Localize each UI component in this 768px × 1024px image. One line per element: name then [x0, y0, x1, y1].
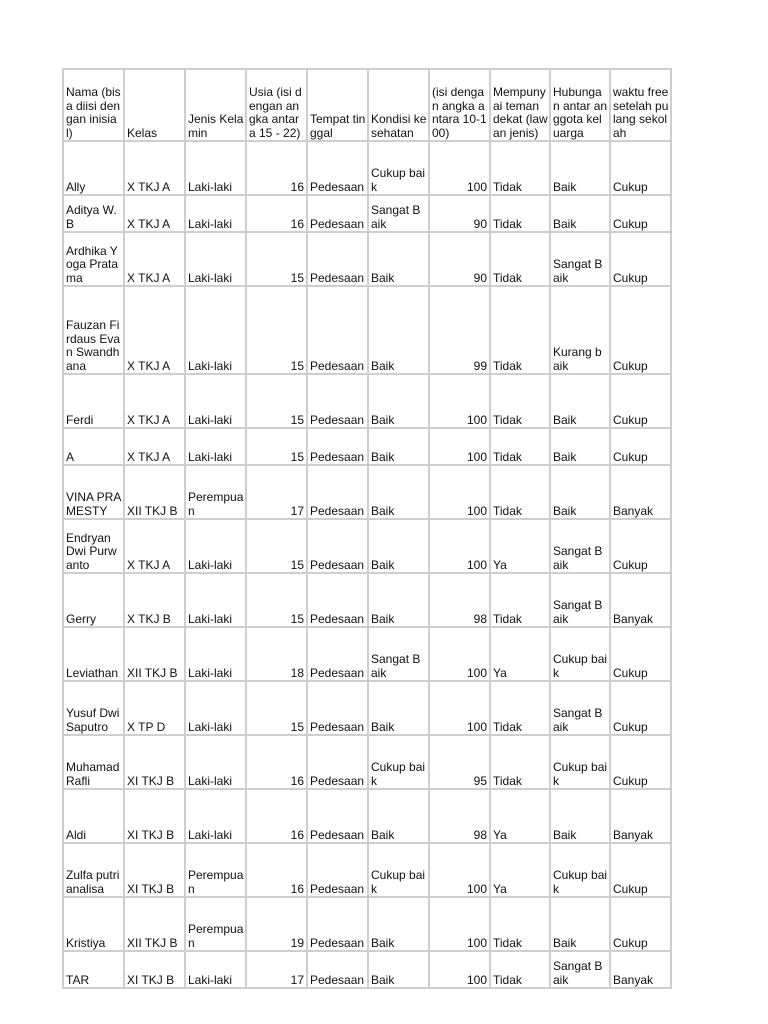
- cell-angka: 100: [429, 141, 490, 195]
- cell-usia: 15: [246, 428, 307, 465]
- cell-kondisi-kesehatan: Baik: [368, 897, 429, 951]
- table-row: [63, 232, 671, 286]
- cell-teman-dekat: Tidak: [490, 141, 550, 195]
- cell-jenis-kelamin: Perempuan: [185, 843, 246, 897]
- table-row: [63, 789, 671, 843]
- cell-teman-dekat: Tidak: [490, 573, 550, 627]
- cell-hubungan-keluarga: Cukup baik: [550, 627, 610, 681]
- cell-hubungan-keluarga: Kurang baik: [550, 286, 610, 374]
- cell-usia: 15: [246, 681, 307, 735]
- cell-hubungan-keluarga: Sangat Baik: [550, 573, 610, 627]
- cell-usia: 15: [246, 573, 307, 627]
- cell-nama: Muhamad Rafli: [63, 735, 124, 789]
- cell-usia: 16: [246, 843, 307, 897]
- cell-tempat-tinggal: Pedesaan: [307, 681, 368, 735]
- cell-kelas: X TKJ A: [124, 286, 185, 374]
- cell-teman-dekat: Tidak: [490, 465, 550, 519]
- cell-teman-dekat: Tidak: [490, 897, 550, 951]
- cell-kelas: XII TKJ B: [124, 627, 185, 681]
- cell-teman-dekat: Tidak: [490, 735, 550, 789]
- cell-waktu-free: Cukup: [610, 232, 671, 286]
- cell-kondisi-kesehatan: Baik: [368, 465, 429, 519]
- cell-usia: 16: [246, 195, 307, 232]
- cell-angka: 100: [429, 428, 490, 465]
- cell-kelas: X TP D: [124, 681, 185, 735]
- cell-nama: Leviathan: [63, 627, 124, 681]
- cell-angka: 100: [429, 951, 490, 988]
- cell-kondisi-kesehatan: Sangat Baik: [368, 627, 429, 681]
- cell-hubungan-keluarga: Baik: [550, 374, 610, 428]
- cell-hubungan-keluarga: Baik: [550, 789, 610, 843]
- cell-kondisi-kesehatan: Baik: [368, 428, 429, 465]
- table-row: [63, 735, 671, 789]
- cell-kelas: XI TKJ B: [124, 735, 185, 789]
- cell-kondisi-kesehatan: Baik: [368, 951, 429, 988]
- cell-nama: Ferdi: [63, 374, 124, 428]
- cell-jenis-kelamin: Laki-laki: [185, 286, 246, 374]
- cell-tempat-tinggal: Pedesaan: [307, 519, 368, 573]
- cell-hubungan-keluarga: Baik: [550, 141, 610, 195]
- cell-kondisi-kesehatan: Baik: [368, 681, 429, 735]
- cell-usia: 16: [246, 141, 307, 195]
- cell-kelas: XII TKJ B: [124, 465, 185, 519]
- cell-nama: Ardhika Yoga Pratama: [63, 232, 124, 286]
- table-row: [63, 195, 671, 232]
- cell-hubungan-keluarga: Cukup baik: [550, 843, 610, 897]
- cell-waktu-free: Cukup: [610, 735, 671, 789]
- header-cell-waktu-free: waktu free setelah pulang sekolah: [610, 69, 671, 141]
- cell-jenis-kelamin: Laki-laki: [185, 519, 246, 573]
- cell-waktu-free: Cukup: [610, 681, 671, 735]
- header-cell-jenis-kelamin: Jenis Kelamin: [185, 69, 246, 141]
- header-cell-teman-dekat: Mempunyai teman dekat (lawan jenis): [490, 69, 550, 141]
- cell-hubungan-keluarga: Baik: [550, 428, 610, 465]
- cell-hubungan-keluarga: Baik: [550, 195, 610, 232]
- cell-jenis-kelamin: Laki-laki: [185, 374, 246, 428]
- cell-nama: Zulfa putri analisa: [63, 843, 124, 897]
- cell-tempat-tinggal: Pedesaan: [307, 897, 368, 951]
- cell-kondisi-kesehatan: Cukup baik: [368, 735, 429, 789]
- cell-kondisi-kesehatan: Sangat Baik: [368, 195, 429, 232]
- cell-teman-dekat: Ya: [490, 843, 550, 897]
- cell-angka: 99: [429, 286, 490, 374]
- cell-jenis-kelamin: Laki-laki: [185, 141, 246, 195]
- cell-tempat-tinggal: Pedesaan: [307, 286, 368, 374]
- cell-kondisi-kesehatan: Cukup baik: [368, 843, 429, 897]
- cell-nama: Aldi: [63, 789, 124, 843]
- cell-nama: Aditya W.B: [63, 195, 124, 232]
- cell-kelas: X TKJ A: [124, 519, 185, 573]
- survey-table: [62, 68, 672, 989]
- cell-tempat-tinggal: Pedesaan: [307, 735, 368, 789]
- table-row: [63, 681, 671, 735]
- cell-kelas: X TKJ B: [124, 573, 185, 627]
- cell-angka: 90: [429, 195, 490, 232]
- header-cell-usia: Usia (isi dengan angka antara 15 - 22): [246, 69, 307, 141]
- cell-angka: 100: [429, 843, 490, 897]
- table-row: [63, 843, 671, 897]
- cell-teman-dekat: Ya: [490, 789, 550, 843]
- cell-tempat-tinggal: Pedesaan: [307, 789, 368, 843]
- cell-kelas: X TKJ A: [124, 141, 185, 195]
- cell-angka: 100: [429, 681, 490, 735]
- cell-kondisi-kesehatan: Cukup baik: [368, 141, 429, 195]
- cell-waktu-free: Cukup: [610, 141, 671, 195]
- cell-waktu-free: Banyak: [610, 951, 671, 988]
- table-row: [63, 374, 671, 428]
- cell-jenis-kelamin: Laki-laki: [185, 195, 246, 232]
- cell-tempat-tinggal: Pedesaan: [307, 843, 368, 897]
- header-cell-tempat-tinggal: Tempat tinggal: [307, 69, 368, 141]
- cell-waktu-free: Banyak: [610, 573, 671, 627]
- cell-jenis-kelamin: Laki-laki: [185, 951, 246, 988]
- cell-usia: 16: [246, 789, 307, 843]
- cell-usia: 15: [246, 286, 307, 374]
- cell-waktu-free: Cukup: [610, 374, 671, 428]
- cell-usia: 18: [246, 627, 307, 681]
- cell-kelas: XI TKJ B: [124, 951, 185, 988]
- cell-kelas: XII TKJ B: [124, 897, 185, 951]
- cell-waktu-free: Cukup: [610, 195, 671, 232]
- cell-jenis-kelamin: Laki-laki: [185, 232, 246, 286]
- cell-waktu-free: Cukup: [610, 897, 671, 951]
- cell-jenis-kelamin: Laki-laki: [185, 681, 246, 735]
- cell-usia: 16: [246, 735, 307, 789]
- cell-waktu-free: Cukup: [610, 627, 671, 681]
- cell-kelas: X TKJ A: [124, 232, 185, 286]
- cell-jenis-kelamin: Laki-laki: [185, 735, 246, 789]
- cell-kondisi-kesehatan: Baik: [368, 573, 429, 627]
- cell-usia: 15: [246, 374, 307, 428]
- cell-waktu-free: Banyak: [610, 465, 671, 519]
- cell-angka: 100: [429, 465, 490, 519]
- cell-usia: 15: [246, 519, 307, 573]
- cell-hubungan-keluarga: Sangat Baik: [550, 951, 610, 988]
- cell-waktu-free: Cukup: [610, 286, 671, 374]
- cell-nama: Gerry: [63, 573, 124, 627]
- cell-nama: Kristiya: [63, 897, 124, 951]
- cell-angka: 100: [429, 627, 490, 681]
- cell-kondisi-kesehatan: Baik: [368, 789, 429, 843]
- cell-nama: TAR: [63, 951, 124, 988]
- cell-tempat-tinggal: Pedesaan: [307, 573, 368, 627]
- cell-tempat-tinggal: Pedesaan: [307, 627, 368, 681]
- cell-tempat-tinggal: Pedesaan: [307, 465, 368, 519]
- cell-hubungan-keluarga: Sangat Baik: [550, 232, 610, 286]
- cell-teman-dekat: Ya: [490, 627, 550, 681]
- cell-nama: A: [63, 428, 124, 465]
- header-cell-hubungan-keluarga: Hubungan antar anggota keluarga: [550, 69, 610, 141]
- cell-teman-dekat: Tidak: [490, 232, 550, 286]
- cell-jenis-kelamin: Perempuan: [185, 465, 246, 519]
- cell-angka: 100: [429, 519, 490, 573]
- cell-hubungan-keluarga: Sangat Baik: [550, 681, 610, 735]
- cell-kelas: XI TKJ B: [124, 843, 185, 897]
- cell-teman-dekat: Tidak: [490, 286, 550, 374]
- cell-tempat-tinggal: Pedesaan: [307, 141, 368, 195]
- cell-waktu-free: Cukup: [610, 428, 671, 465]
- cell-angka: 100: [429, 374, 490, 428]
- cell-angka: 100: [429, 897, 490, 951]
- header-cell-angka: (isi dengan angka antara 10-100): [429, 69, 490, 141]
- cell-teman-dekat: Tidak: [490, 428, 550, 465]
- cell-kelas: XI TKJ B: [124, 789, 185, 843]
- cell-tempat-tinggal: Pedesaan: [307, 374, 368, 428]
- cell-jenis-kelamin: Perempuan: [185, 897, 246, 951]
- cell-hubungan-keluarga: Sangat Baik: [550, 519, 610, 573]
- cell-tempat-tinggal: Pedesaan: [307, 951, 368, 988]
- cell-usia: 19: [246, 897, 307, 951]
- header-row: [63, 69, 671, 141]
- cell-nama: Endryan Dwi Purwanto: [63, 519, 124, 573]
- cell-jenis-kelamin: Laki-laki: [185, 627, 246, 681]
- cell-kondisi-kesehatan: Baik: [368, 519, 429, 573]
- cell-waktu-free: Banyak: [610, 789, 671, 843]
- cell-usia: 17: [246, 951, 307, 988]
- cell-teman-dekat: Tidak: [490, 374, 550, 428]
- cell-hubungan-keluarga: Cukup baik: [550, 735, 610, 789]
- cell-teman-dekat: Tidak: [490, 681, 550, 735]
- cell-kondisi-kesehatan: Baik: [368, 286, 429, 374]
- cell-hubungan-keluarga: Baik: [550, 897, 610, 951]
- cell-waktu-free: Cukup: [610, 519, 671, 573]
- cell-tempat-tinggal: Pedesaan: [307, 195, 368, 232]
- table-row: [63, 286, 671, 374]
- cell-kondisi-kesehatan: Baik: [368, 374, 429, 428]
- cell-teman-dekat: Ya: [490, 519, 550, 573]
- cell-nama: VINA PRAMESTY: [63, 465, 124, 519]
- cell-angka: 98: [429, 573, 490, 627]
- cell-kelas: X TKJ A: [124, 195, 185, 232]
- cell-kelas: X TKJ A: [124, 428, 185, 465]
- cell-kondisi-kesehatan: Baik: [368, 232, 429, 286]
- table-row: [63, 465, 671, 519]
- header-cell-kelas: Kelas: [124, 69, 185, 141]
- header-cell-kondisi-kesehatan: Kondisi kesehatan: [368, 69, 429, 141]
- cell-tempat-tinggal: Pedesaan: [307, 428, 368, 465]
- cell-angka: 95: [429, 735, 490, 789]
- cell-teman-dekat: Tidak: [490, 195, 550, 232]
- cell-hubungan-keluarga: Baik: [550, 465, 610, 519]
- cell-angka: 98: [429, 789, 490, 843]
- cell-waktu-free: Cukup: [610, 843, 671, 897]
- cell-kelas: X TKJ A: [124, 374, 185, 428]
- table-row: [63, 951, 671, 988]
- header-cell-nama: Nama (bisa diisi dengan inisial): [63, 69, 124, 141]
- table-row: [63, 573, 671, 627]
- table-row: [63, 141, 671, 195]
- cell-usia: 15: [246, 232, 307, 286]
- table-row: [63, 428, 671, 465]
- cell-nama: Ally: [63, 141, 124, 195]
- table-row: [63, 519, 671, 573]
- cell-teman-dekat: Tidak: [490, 951, 550, 988]
- cell-jenis-kelamin: Laki-laki: [185, 428, 246, 465]
- cell-nama: Yusuf Dwi Saputro: [63, 681, 124, 735]
- table-row: [63, 897, 671, 951]
- table-row: [63, 627, 671, 681]
- cell-usia: 17: [246, 465, 307, 519]
- cell-jenis-kelamin: Laki-laki: [185, 789, 246, 843]
- cell-tempat-tinggal: Pedesaan: [307, 232, 368, 286]
- cell-angka: 90: [429, 232, 490, 286]
- cell-jenis-kelamin: Laki-laki: [185, 573, 246, 627]
- cell-nama: Fauzan Firdaus Evan Swandhana: [63, 286, 124, 374]
